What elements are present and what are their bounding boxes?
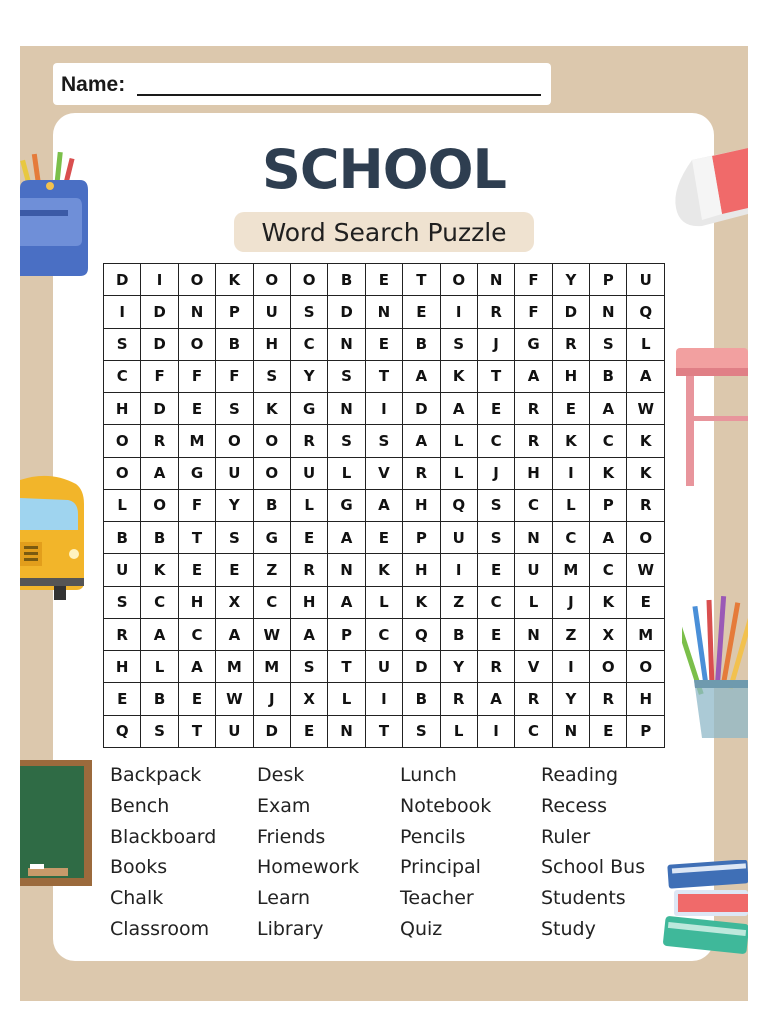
grid-cell[interactable]: R <box>104 618 141 650</box>
grid-row <box>104 264 665 296</box>
grid-cell[interactable]: N <box>590 296 627 328</box>
grid-cell[interactable]: D <box>141 393 178 425</box>
grid-cell[interactable]: E <box>627 586 665 618</box>
grid-cell[interactable]: E <box>552 393 589 425</box>
grid-cell[interactable]: C <box>178 618 215 650</box>
subtitle-pill <box>234 212 534 252</box>
grid-cell[interactable]: R <box>440 683 477 715</box>
grid-cell[interactable]: L <box>627 328 665 360</box>
grid-cell[interactable]: O <box>627 651 665 683</box>
grid-cell[interactable]: S <box>365 425 402 457</box>
page-subtitle: Word Search Puzzle <box>261 217 507 247</box>
grid-cell[interactable]: E <box>477 554 514 586</box>
eraser-icon <box>672 148 748 230</box>
grid-cell[interactable]: G <box>328 489 365 521</box>
word-list-item: Learn <box>257 887 311 910</box>
grid-cell[interactable]: R <box>403 457 440 489</box>
grid-cell[interactable]: H <box>515 457 552 489</box>
grid-cell[interactable]: I <box>440 296 477 328</box>
grid-cell[interactable]: O <box>216 425 253 457</box>
grid-cell[interactable]: H <box>178 586 215 618</box>
grid-cell[interactable]: G <box>178 457 215 489</box>
grid-cell[interactable]: O <box>253 457 290 489</box>
grid-cell[interactable]: M <box>552 554 589 586</box>
letter-grid[interactable] <box>103 263 665 748</box>
grid-cell[interactable]: X <box>590 618 627 650</box>
grid-cell[interactable]: U <box>104 554 141 586</box>
grid-cell[interactable]: R <box>290 554 327 586</box>
word-list-item: Library <box>257 917 324 940</box>
word-list-item: Friends <box>257 825 326 848</box>
grid-cell[interactable]: E <box>290 715 327 747</box>
grid-cell[interactable]: Q <box>403 618 440 650</box>
grid-cell[interactable]: P <box>216 296 253 328</box>
grid-cell[interactable]: D <box>403 651 440 683</box>
grid-cell[interactable]: F <box>178 489 215 521</box>
grid-cell[interactable]: G <box>290 393 327 425</box>
grid-cell[interactable]: I <box>552 457 589 489</box>
grid-cell[interactable]: X <box>290 683 327 715</box>
grid-cell[interactable]: U <box>290 457 327 489</box>
grid-cell[interactable]: M <box>627 618 665 650</box>
word-column-1 <box>110 760 216 945</box>
grid-row <box>104 522 665 554</box>
word-list-item: Ruler <box>541 825 591 848</box>
word-list-item: Students <box>541 887 626 910</box>
grid-cell[interactable]: A <box>365 489 402 521</box>
grid-cell[interactable]: Y <box>290 360 327 392</box>
grid-cell[interactable]: O <box>253 264 290 296</box>
grid-cell[interactable]: I <box>477 715 514 747</box>
grid-cell[interactable]: K <box>590 457 627 489</box>
books-icon <box>662 860 748 960</box>
grid-cell[interactable]: C <box>477 425 514 457</box>
grid-cell[interactable]: C <box>477 586 514 618</box>
grid-cell[interactable]: C <box>552 522 589 554</box>
grid-cell[interactable]: I <box>141 264 178 296</box>
grid-cell[interactable]: Y <box>552 264 589 296</box>
word-list-item: Study <box>541 917 596 940</box>
grid-cell[interactable]: K <box>141 554 178 586</box>
word-list-item: Chalk <box>110 887 164 910</box>
grid-cell[interactable]: A <box>328 586 365 618</box>
grid-cell[interactable]: S <box>403 715 440 747</box>
grid-cell[interactable]: O <box>178 264 215 296</box>
grid-cell[interactable]: E <box>365 328 402 360</box>
grid-row <box>104 425 665 457</box>
grid-row <box>104 360 665 392</box>
grid-cell[interactable]: R <box>477 651 514 683</box>
word-list-item: Reading <box>541 764 619 786</box>
grid-cell[interactable]: A <box>403 360 440 392</box>
grid-cell[interactable]: K <box>552 425 589 457</box>
grid-cell[interactable]: U <box>216 715 253 747</box>
word-list-item: Lunch <box>400 764 457 786</box>
grid-cell[interactable]: O <box>440 264 477 296</box>
word-list-item: Books <box>110 856 168 879</box>
grid-row <box>104 296 665 328</box>
grid-cell[interactable]: P <box>627 715 665 747</box>
grid-cell[interactable]: T <box>477 360 514 392</box>
grid-cell[interactable]: S <box>328 360 365 392</box>
grid-cell[interactable]: M <box>178 425 215 457</box>
grid-cell[interactable]: H <box>627 683 665 715</box>
grid-cell[interactable]: U <box>365 651 402 683</box>
grid-cell[interactable]: A <box>440 393 477 425</box>
grid-cell[interactable]: I <box>365 683 402 715</box>
backpack-icon <box>20 150 90 280</box>
grid-cell[interactable]: O <box>290 264 327 296</box>
grid-cell[interactable]: S <box>253 360 290 392</box>
grid-cell[interactable]: L <box>141 651 178 683</box>
grid-cell[interactable]: C <box>104 360 141 392</box>
grid-cell[interactable]: H <box>253 328 290 360</box>
grid-cell[interactable]: B <box>104 522 141 554</box>
grid-cell[interactable]: H <box>104 651 141 683</box>
school-bus-icon <box>20 470 86 602</box>
grid-cell[interactable]: K <box>253 393 290 425</box>
word-list-item: Blackboard <box>110 825 217 848</box>
grid-cell[interactable]: L <box>440 457 477 489</box>
grid-cell[interactable]: U <box>216 457 253 489</box>
grid-row <box>104 618 665 650</box>
word-list-item: Homework <box>257 856 360 879</box>
grid-cell[interactable]: E <box>477 393 514 425</box>
grid-cell[interactable]: B <box>590 360 627 392</box>
grid-cell[interactable]: O <box>627 522 665 554</box>
grid-cell[interactable]: P <box>590 264 627 296</box>
grid-cell[interactable]: G <box>515 328 552 360</box>
grid-cell[interactable]: L <box>552 489 589 521</box>
grid-row <box>104 328 665 360</box>
grid-cell[interactable]: Y <box>216 489 253 521</box>
grid-cell[interactable]: C <box>515 489 552 521</box>
grid-cell[interactable]: D <box>141 296 178 328</box>
word-list-item: Classroom <box>110 917 210 940</box>
grid-row <box>104 489 665 521</box>
word-list-item: School Bus <box>541 856 646 879</box>
grid-cell[interactable]: T <box>365 360 402 392</box>
grid-cell[interactable]: V <box>365 457 402 489</box>
grid-cell[interactable]: U <box>440 522 477 554</box>
grid-cell[interactable]: E <box>365 522 402 554</box>
grid-cell[interactable]: L <box>290 489 327 521</box>
grid-cell[interactable]: S <box>104 328 141 360</box>
grid-cell[interactable]: F <box>515 296 552 328</box>
grid-cell[interactable]: D <box>328 296 365 328</box>
grid-cell[interactable]: L <box>104 489 141 521</box>
grid-cell[interactable]: N <box>365 296 402 328</box>
grid-cell[interactable]: K <box>627 425 665 457</box>
grid-cell[interactable]: I <box>552 651 589 683</box>
grid-cell[interactable]: K <box>403 586 440 618</box>
grid-cell[interactable]: C <box>290 328 327 360</box>
word-column-2 <box>257 760 359 945</box>
grid-cell[interactable]: W <box>216 683 253 715</box>
grid-cell[interactable]: C <box>365 618 402 650</box>
grid-cell[interactable]: O <box>104 425 141 457</box>
grid-cell[interactable]: C <box>590 425 627 457</box>
word-list-item: Exam <box>257 794 311 817</box>
grid-cell[interactable]: N <box>328 554 365 586</box>
grid-cell[interactable]: C <box>590 554 627 586</box>
grid-cell[interactable]: W <box>627 554 665 586</box>
grid-cell[interactable]: P <box>403 522 440 554</box>
grid-cell[interactable]: R <box>290 425 327 457</box>
name-input-line[interactable] <box>137 94 541 96</box>
grid-cell[interactable]: Y <box>552 683 589 715</box>
desk-icon <box>676 348 748 488</box>
grid-cell[interactable]: N <box>328 715 365 747</box>
name-field-box[interactable] <box>53 63 551 105</box>
grid-cell[interactable]: A <box>178 651 215 683</box>
grid-cell[interactable]: L <box>440 715 477 747</box>
grid-cell[interactable]: D <box>104 264 141 296</box>
grid-cell[interactable]: S <box>328 425 365 457</box>
grid-cell[interactable]: N <box>477 264 514 296</box>
grid-cell[interactable]: N <box>515 522 552 554</box>
grid-cell[interactable]: O <box>178 328 215 360</box>
grid-cell[interactable]: J <box>477 328 514 360</box>
grid-cell[interactable]: S <box>440 328 477 360</box>
grid-cell[interactable]: E <box>216 554 253 586</box>
grid-cell[interactable]: N <box>552 715 589 747</box>
grid-cell[interactable]: A <box>403 425 440 457</box>
word-column-4 <box>541 760 645 945</box>
grid-cell[interactable]: L <box>365 586 402 618</box>
grid-row <box>104 457 665 489</box>
grid-row <box>104 586 665 618</box>
grid-cell[interactable]: S <box>216 522 253 554</box>
grid-cell[interactable]: O <box>141 489 178 521</box>
page-title: SCHOOL <box>262 138 506 201</box>
grid-cell[interactable]: I <box>440 554 477 586</box>
word-list-item: Teacher <box>400 887 474 910</box>
word-list-item: Quiz <box>400 917 443 940</box>
grid-cell[interactable]: F <box>216 360 253 392</box>
grid-cell[interactable]: R <box>515 683 552 715</box>
grid-cell[interactable]: A <box>477 683 514 715</box>
grid-cell[interactable]: V <box>515 651 552 683</box>
grid-cell[interactable]: A <box>141 618 178 650</box>
grid-cell[interactable]: K <box>590 586 627 618</box>
grid-row <box>104 715 665 747</box>
grid-row <box>104 683 665 715</box>
grid-cell[interactable]: L <box>328 457 365 489</box>
grid-cell[interactable]: B <box>253 489 290 521</box>
grid-cell[interactable]: N <box>328 393 365 425</box>
grid-cell[interactable]: H <box>290 586 327 618</box>
grid-cell[interactable]: N <box>515 618 552 650</box>
grid-cell[interactable]: E <box>590 715 627 747</box>
grid-cell[interactable]: K <box>440 360 477 392</box>
grid-cell[interactable]: T <box>403 264 440 296</box>
grid-cell[interactable]: L <box>440 425 477 457</box>
grid-cell[interactable]: D <box>141 328 178 360</box>
grid-cell[interactable]: F <box>141 360 178 392</box>
grid-cell[interactable]: G <box>253 522 290 554</box>
grid-cell[interactable]: S <box>290 651 327 683</box>
grid-cell[interactable]: E <box>178 683 215 715</box>
grid-cell[interactable]: U <box>253 296 290 328</box>
grid-cell[interactable]: S <box>477 489 514 521</box>
grid-cell[interactable]: T <box>328 651 365 683</box>
grid-cell[interactable]: Z <box>440 586 477 618</box>
grid-cell[interactable]: O <box>590 651 627 683</box>
name-label: Name: <box>61 73 126 96</box>
word-list-item: Notebook <box>400 794 492 817</box>
grid-cell[interactable]: Q <box>104 715 141 747</box>
pencil-cup-icon <box>682 596 748 740</box>
grid-cell[interactable]: N <box>328 328 365 360</box>
grid-cell[interactable]: B <box>141 683 178 715</box>
grid-cell[interactable]: E <box>104 683 141 715</box>
grid-cell[interactable]: R <box>141 425 178 457</box>
grid-cell[interactable]: B <box>403 328 440 360</box>
grid-cell[interactable]: E <box>477 618 514 650</box>
grid-cell[interactable]: S <box>290 296 327 328</box>
grid-cell[interactable]: E <box>178 554 215 586</box>
grid-cell[interactable]: R <box>627 489 665 521</box>
grid-row <box>104 651 665 683</box>
grid-cell[interactable]: I <box>104 296 141 328</box>
grid-cell[interactable]: L <box>515 586 552 618</box>
grid-row <box>104 554 665 586</box>
grid-cell[interactable]: B <box>440 618 477 650</box>
grid-cell[interactable]: O <box>104 457 141 489</box>
grid-cell[interactable]: H <box>403 554 440 586</box>
grid-cell[interactable]: S <box>104 586 141 618</box>
grid-cell[interactable]: X <box>216 586 253 618</box>
grid-cell[interactable]: R <box>552 328 589 360</box>
grid-cell[interactable]: A <box>328 522 365 554</box>
grid-cell[interactable]: S <box>590 328 627 360</box>
grid-cell[interactable]: B <box>141 522 178 554</box>
grid-cell[interactable]: W <box>253 618 290 650</box>
grid-cell[interactable]: O <box>253 425 290 457</box>
grid-cell[interactable]: U <box>515 554 552 586</box>
word-list-item: Backpack <box>110 764 202 786</box>
grid-cell[interactable]: K <box>627 457 665 489</box>
grid-cell[interactable]: Z <box>552 618 589 650</box>
grid-cell[interactable]: A <box>590 393 627 425</box>
grid-cell[interactable]: R <box>590 683 627 715</box>
grid-cell[interactable]: R <box>515 393 552 425</box>
grid-cell[interactable]: F <box>178 360 215 392</box>
grid-cell[interactable]: E <box>403 296 440 328</box>
grid-cell[interactable]: S <box>141 715 178 747</box>
grid-cell[interactable]: H <box>552 360 589 392</box>
grid-cell[interactable]: R <box>477 296 514 328</box>
grid-cell[interactable]: C <box>515 715 552 747</box>
grid-cell[interactable]: U <box>627 264 665 296</box>
grid-cell[interactable]: E <box>178 393 215 425</box>
word-list-item: Bench <box>110 794 170 817</box>
word-column-3 <box>400 760 491 945</box>
word-list-item: Recess <box>541 794 607 817</box>
grid-cell[interactable]: D <box>253 715 290 747</box>
grid-cell[interactable]: I <box>365 393 402 425</box>
grid-cell[interactable]: P <box>328 618 365 650</box>
grid-cell[interactable]: A <box>627 360 665 392</box>
grid-cell[interactable]: J <box>477 457 514 489</box>
grid-cell[interactable]: B <box>328 264 365 296</box>
grid-cell[interactable]: P <box>590 489 627 521</box>
grid-cell[interactable]: A <box>141 457 178 489</box>
chalkboard-icon <box>20 760 94 888</box>
grid-cell[interactable]: H <box>403 489 440 521</box>
grid-cell[interactable]: C <box>253 586 290 618</box>
grid-cell[interactable]: Q <box>440 489 477 521</box>
grid-cell[interactable]: K <box>216 264 253 296</box>
word-list-item: Principal <box>400 856 481 879</box>
grid-cell[interactable]: Y <box>440 651 477 683</box>
word-list <box>110 760 670 950</box>
word-list-item: Desk <box>257 764 305 786</box>
grid-cell[interactable]: Q <box>627 296 665 328</box>
grid-cell[interactable]: D <box>552 296 589 328</box>
grid-cell[interactable]: J <box>552 586 589 618</box>
grid-cell[interactable]: W <box>627 393 665 425</box>
grid-cell[interactable]: D <box>403 393 440 425</box>
grid-cell[interactable]: T <box>365 715 402 747</box>
grid-cell[interactable]: N <box>178 296 215 328</box>
grid-cell[interactable]: S <box>216 393 253 425</box>
grid-cell[interactable]: F <box>515 264 552 296</box>
grid-cell[interactable]: A <box>216 618 253 650</box>
grid-row <box>104 393 665 425</box>
grid-cell[interactable]: T <box>178 715 215 747</box>
grid-cell[interactable]: J <box>253 683 290 715</box>
grid-cell[interactable]: H <box>104 393 141 425</box>
grid-cell[interactable]: A <box>290 618 327 650</box>
grid-cell[interactable]: M <box>216 651 253 683</box>
grid-cell[interactable]: C <box>141 586 178 618</box>
grid-cell[interactable]: Z <box>253 554 290 586</box>
grid-cell[interactable]: E <box>365 264 402 296</box>
grid-cell[interactable]: B <box>403 683 440 715</box>
grid-cell[interactable]: R <box>515 425 552 457</box>
grid-cell[interactable]: K <box>365 554 402 586</box>
grid-cell[interactable]: T <box>178 522 215 554</box>
grid-cell[interactable]: E <box>290 522 327 554</box>
grid-cell[interactable]: B <box>216 328 253 360</box>
word-list-item: Pencils <box>400 825 466 848</box>
grid-cell[interactable]: A <box>590 522 627 554</box>
grid-cell[interactable]: M <box>253 651 290 683</box>
grid-cell[interactable]: A <box>515 360 552 392</box>
grid-cell[interactable]: S <box>477 522 514 554</box>
grid-cell[interactable]: L <box>328 683 365 715</box>
